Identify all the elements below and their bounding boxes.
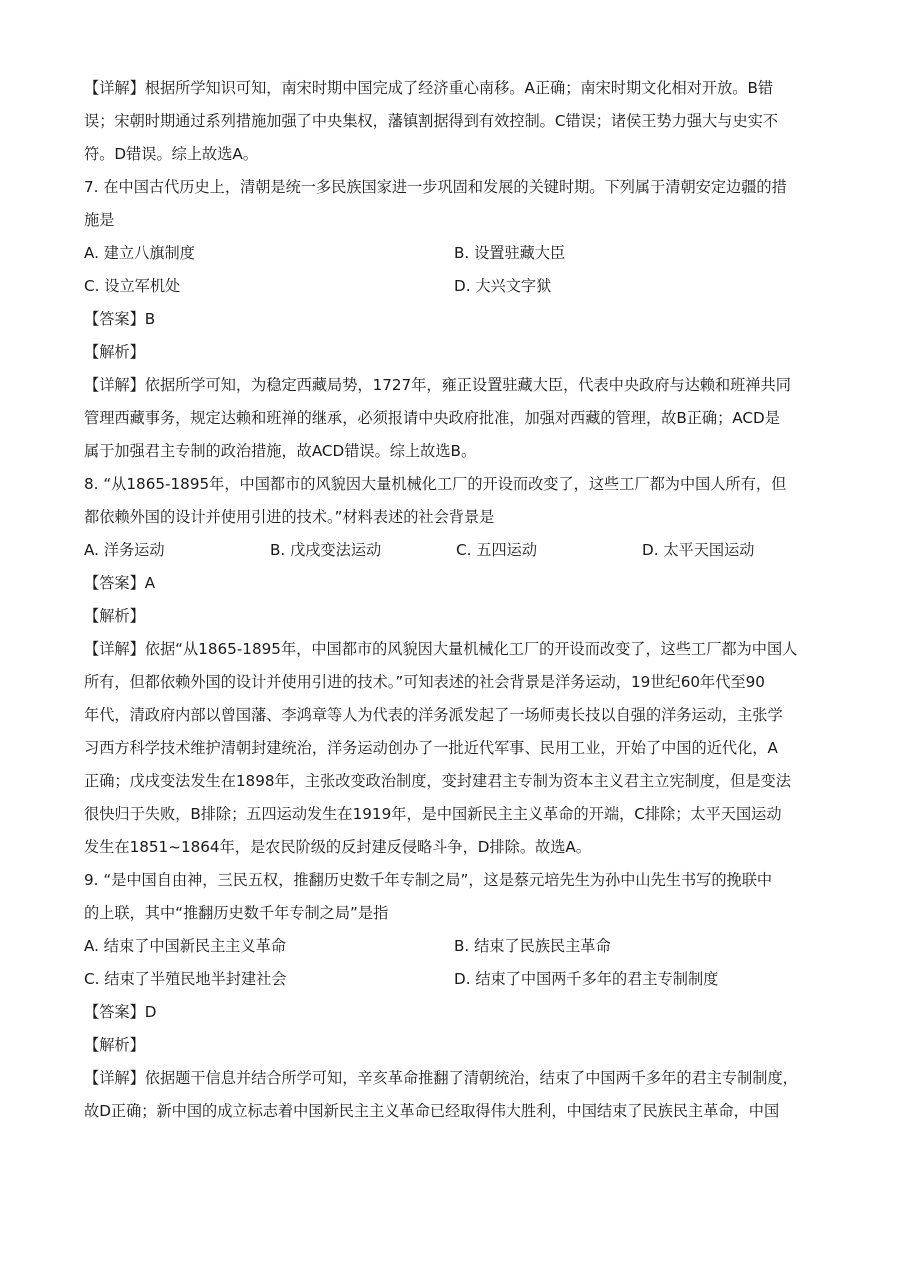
q9-options-row-1 xyxy=(84,930,829,963)
q9-answer: 【答案】D xyxy=(84,1003,157,1021)
q8-stem-line-2: 都依赖外国的设计并使用引进的技术。”材料表述的社会背景是 xyxy=(84,508,495,526)
q9-detail-line-2: 故D正确；新中国的成立标志着中国新民主主义革命已经取得伟大胜利，中国结束了民族民主革命，中国 xyxy=(84,1102,780,1120)
q8-detail-line-6: 很快归于失败，B排除；五四运动发生在1919年，是中国新民主主义革命的开端，C排除；太平天国运动 xyxy=(84,805,782,823)
q7-option-b: B. 设置驻藏大臣 xyxy=(454,244,566,262)
q7-options-row-1 xyxy=(84,237,829,270)
q7-options-row-2 xyxy=(84,270,829,303)
q7-detail-line-1: 【详解】依据所学可知，为稳定西藏局势，1727年，雍正设置驻藏大臣，代表中央政府与达赖和班禅共同 xyxy=(84,376,791,394)
q8-option-b: B. 戊戌变法运动 xyxy=(270,541,382,559)
q8-detail-line-3: 年代，清政府内部以曾国藩、李鸿章等人为代表的洋务派发起了一场师夷长技以自强的洋务运动，主张学 xyxy=(84,706,783,724)
q9-detail-line-1: 【详解】依据题干信息并结合所学可知，辛亥革命推翻了清朝统治，结束了中国两千多年的君主专制制度， xyxy=(84,1069,798,1087)
q6-detail-line-2: 误；宋朝时期通过系列措施加强了中央集权，藩镇割据得到有效控制。C错误；诸侯王势力强大与史实不 xyxy=(84,112,779,130)
q9-option-d: D. 结束了中国两千多年的君主专制制度 xyxy=(454,970,719,988)
q8-answer: 【答案】A xyxy=(84,574,156,592)
q8-options-row xyxy=(84,534,829,567)
q9-option-b: B. 结束了民族民主革命 xyxy=(454,937,611,955)
q7-option-d: D. 大兴文字狱 xyxy=(454,277,552,295)
q7-detail-line-3: 属于加强君主专制的政治措施，故ACD错误。综上故选B。 xyxy=(84,442,477,460)
q7-detail-line-2: 管理西藏事务，规定达赖和班禅的继承，必须报请中央政府批准，加强对西藏的管理，故B正确；ACD是 xyxy=(84,409,780,427)
q7-stem-line-2: 施是 xyxy=(84,211,115,229)
q6-detail-line-1: 【详解】根据所学知识可知，南宋时期中国完成了经济重心南移。A正确；南宋时期文化相对开放。B错 xyxy=(84,79,774,97)
q9-stem-line-2: 的上联，其中“推翻历史数千年专制之局”是指 xyxy=(84,904,389,922)
q8-detail-line-2: 所有，但都依赖外国的设计并使用引进的技术。”可知表述的社会背景是洋务运动，19世纪60年代至90 xyxy=(84,673,765,691)
q8-detail-line-4: 习西方科学技术维护清朝封建统治，洋务运动创办了一批近代军事、民用工业，开始了中国的近代化，A xyxy=(84,739,778,757)
q7-option-c: C. 设立军机处 xyxy=(84,277,181,295)
q8-option-a: A. 洋务运动 xyxy=(84,541,165,559)
q8-detail-line-1: 【详解】依据“从1865-1895年，中国都市的风貌因大量机械化工厂的开设而改变了，这些工厂都为中国人 xyxy=(84,640,798,658)
q9-options-row-2 xyxy=(84,963,829,996)
q7-stem-line-1: 7. 在中国古代历史上，清朝是统一多民族国家进一步巩固和发展的关键时期。下列属于清朝安定边疆的措 xyxy=(84,178,787,196)
q7-analysis-heading: 【解析】 xyxy=(84,343,145,361)
q8-analysis-heading: 【解析】 xyxy=(84,607,145,625)
q8-option-c: C. 五四运动 xyxy=(456,541,538,559)
q9-stem-line-1: 9. “是中国自由神，三民五权，推翻历史数千年专制之局”，这是蔡元培先生为孙中山先生书写的挽联中 xyxy=(84,871,773,889)
q8-detail-line-7: 发生在1851~1864年，是农民阶级的反封建反侵略斗争，D排除。故选A。 xyxy=(84,838,591,856)
q7-answer: 【答案】B xyxy=(84,310,156,328)
q6-detail-line-3: 符。D错误。综上故选A。 xyxy=(84,145,258,163)
q7-option-a: A. 建立八旗制度 xyxy=(84,244,195,262)
q8-detail-line-5: 正确；戊戌变法发生在1898年，主张改变政治制度，变封建君主专制为资本主义君主立宪制度，但是变法 xyxy=(84,772,791,790)
document-page xyxy=(84,72,829,1128)
q8-option-d: D. 太平天国运动 xyxy=(642,541,755,559)
q9-option-a: A. 结束了中国新民主主义革命 xyxy=(84,937,287,955)
q9-option-c: C. 结束了半殖民地半封建社会 xyxy=(84,970,287,988)
q8-stem-line-1: 8. “从1865-1895年，中国都市的风貌因大量机械化工厂的开设而改变了，这些工厂都为中国人所有，但 xyxy=(84,475,787,493)
q9-analysis-heading: 【解析】 xyxy=(84,1036,145,1054)
